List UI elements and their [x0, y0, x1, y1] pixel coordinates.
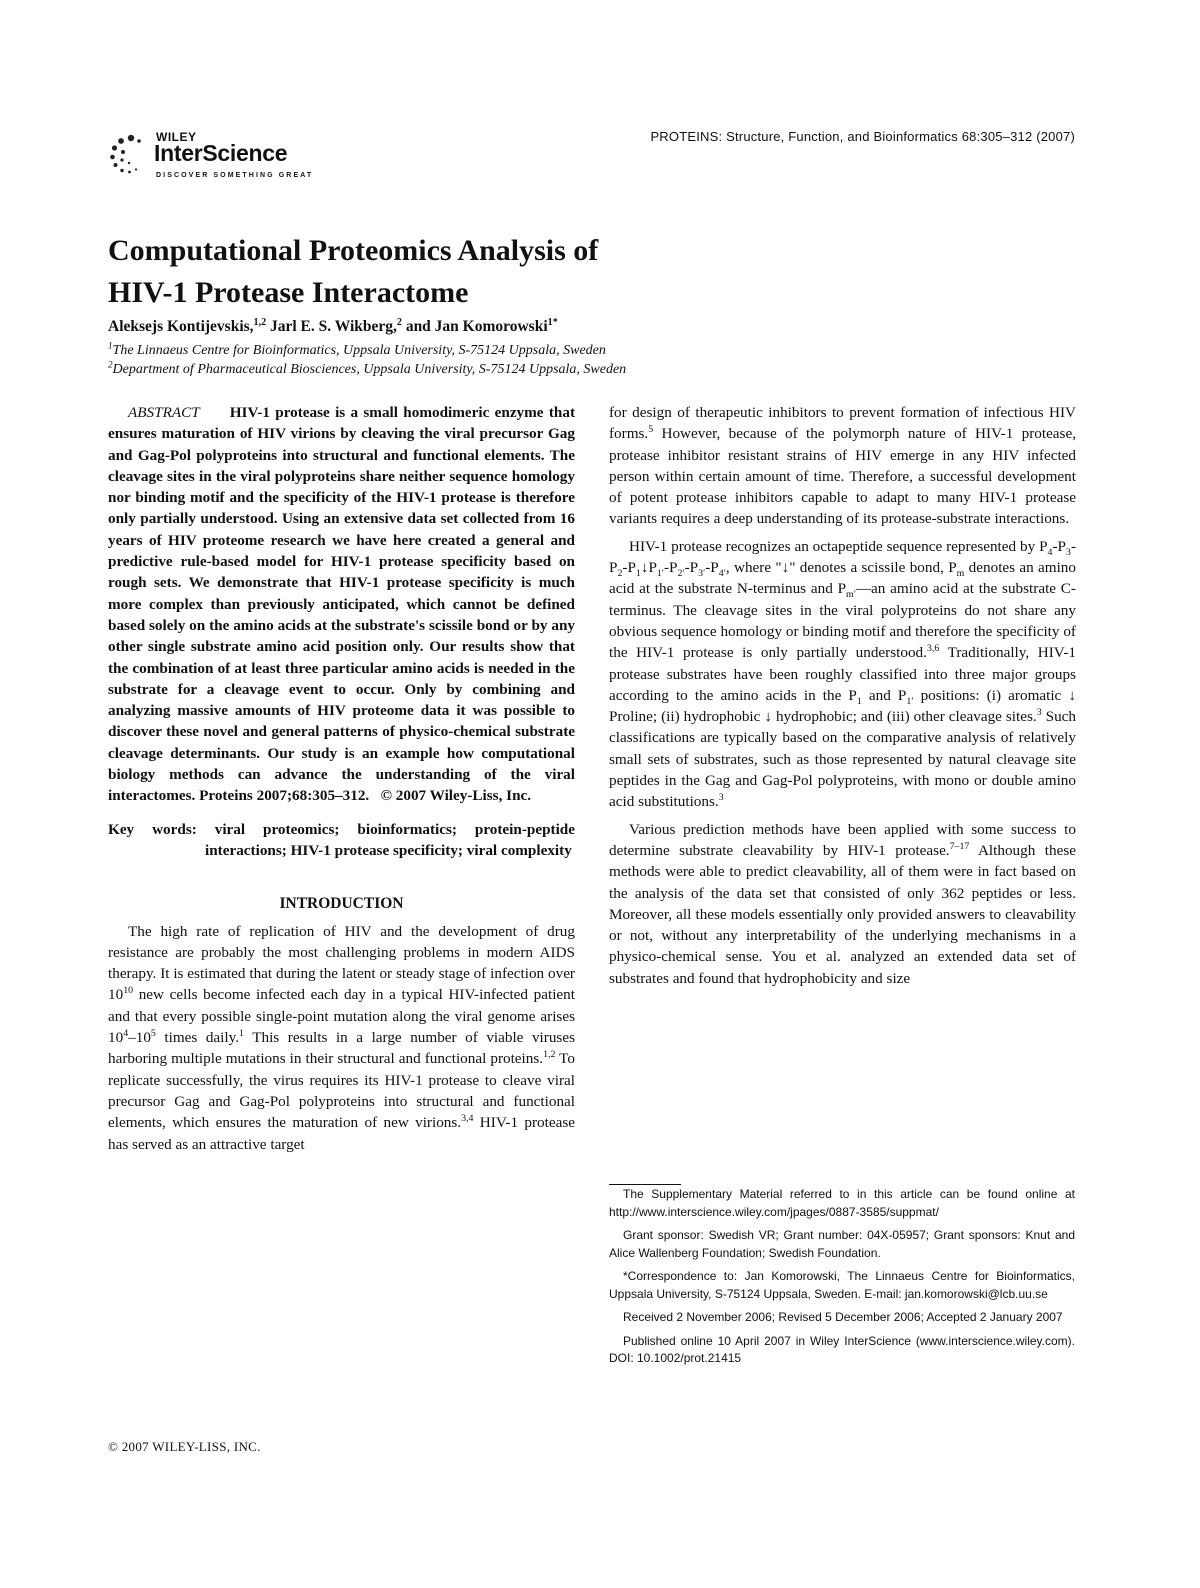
- body-text: , where "↓" denotes a scissile bond, P: [725, 559, 957, 577]
- journal-reference: PROTEINS: Structure, Function, and Bioinformatics 68:305–312 (2007): [650, 129, 1075, 144]
- superscript: 5: [150, 1027, 156, 1039]
- footnote-supplementary: The Supplementary Material referred to in this article can be found online at http://www.interscience.wiley.com/jpages/0887-3585/suppmat/: [609, 1187, 1075, 1219]
- citation: 3,4: [461, 1113, 474, 1125]
- abstract-label: ABSTRACT: [128, 404, 200, 421]
- body-text: However, because of the polymorph nature of HIV-1 protease, protease inhibitor resistant strains of HIV emerge in any HIV infected person within certain amount of time. Therefore, a successful development of potent protease inhibitors capable to adapt to many HIV-1 protease variants requires a deep understanding of its protease-substrate interactions.: [609, 425, 1076, 528]
- abstract-copyright: © 2007 Wiley-Liss, Inc.: [380, 787, 532, 805]
- author-3-affil: 1*: [547, 316, 558, 328]
- affiliation-2-text: Department of Pharmaceutical Biosciences, Uppsala University, S-75124 Uppsala, Sweden: [112, 362, 627, 377]
- affiliation-1-num: 1: [108, 340, 113, 351]
- footnote-rule: [609, 1184, 681, 1185]
- subscript: 1′: [656, 568, 664, 580]
- body-text: -P: [1052, 537, 1066, 555]
- subscript: 4′: [718, 568, 726, 580]
- citation: 1,2: [543, 1049, 556, 1061]
- abstract: [108, 402, 575, 807]
- body-text: -P: [684, 559, 699, 577]
- affiliation-2: [108, 359, 627, 378]
- affiliation-1-text: The Linnaeus Centre for Bioinformatics, Uppsala University, S-75124 Uppsala, Sweden: [112, 343, 606, 358]
- logo-tagline: DISCOVER SOMETHING GREAT: [156, 172, 314, 179]
- body-text: HIV-1 protease recognizes an octapeptide sequence represented by P: [629, 537, 1048, 555]
- abstract-text: HIV-1 protease is a small homodimeric enzyme that ensures maturation of HIV virions by cleaving the viral precursor Gag and Gag-Pol polyproteins into structural and functional elements. The cleavage sites in the viral polyproteins share neither sequence homology nor binding motif and the specificity of the HIV-1 protease is therefore only partially understood. Using an extensive data set collected from 16 years of HIV proteome research we have here created a general and predictive rule-based model for HIV-1 protease specificity based on rough sets. We demonstrate that HIV-1 protease specificity is much more complex than previously anticipated, which cannot be defined based solely on the amino acids at the substrate's scissile bond or by any other single substrate amino acid position only. Our results show that the combination of at least three particular amino acids is needed in the substrate for a cleavage event to occur. Only by combining and analyzing massive amounts of HIV proteome data it was possible to discover these novel and general patterns of physico-chemical substrate cleavage determinants. Our study is an example how computational biology methods can advance the understanding of the viral interactomes. Proteins 2007;68:305–312.: [108, 404, 575, 805]
- body-text: —an amino acid at the substrate C-terminus. The cleavage sites in the viral polyproteins do not share any obvious sequence homology or binding motif and therefore the specificity of the HIV-1 protease is only partially understood.: [609, 580, 1076, 662]
- body-text: Although these methods were able to predict cleavability, all of them were in fact based on the analysis of the data set that consisted of only 362 peptides or less. Moreover, all these models essentially only provided answers to cleavability or not, without any interpretability of the underlying mechanisms in a physico-chemical sense. You et al. analyzed an extended data set of substrates and found that hydrophobicity and size: [609, 841, 1076, 987]
- subscript: 1′: [906, 695, 914, 707]
- subscript: 2: [617, 568, 623, 580]
- body-text: -P: [705, 559, 719, 577]
- body-text: positions: (i) aromatic ↓ Proline; (ii) hydrophobic ↓ hydrophobic; and (iii) other cleavage sites.: [609, 686, 1076, 726]
- intro-text: –10: [128, 1029, 151, 1047]
- footnote-correspondence: *Correspondence to: Jan Komorowski, The Linnaeus Centre for Bioinformatics, Uppsala University, S-75124 Uppsala, Sweden. E-mail: jan.komorowski@lcb.uu.se: [609, 1269, 1075, 1301]
- footnote-grant: Grant sponsor: Swedish VR; Grant number: 04X-05957; Grant sponsors: Knut and Alice Wallenberg Foundation; Swedish Foundation.: [609, 1228, 1075, 1260]
- right-column: [609, 402, 1076, 989]
- intro-text: To replicate successfully, the virus requires its HIV-1 protease to cleave viral precursor Gag and Gag-Pol polyproteins into structural and functional elements, which ensures the maturation of new virions.: [108, 1050, 575, 1132]
- title-line-1: Computational Proteomics Analysis of: [108, 234, 599, 267]
- title-line-2: HIV-1 Protease Interactome: [108, 276, 469, 309]
- right-paragraph-2: [609, 536, 1076, 813]
- footnote-received: Received 2 November 2006; Revised 5 December 2006; Accepted 2 January 2007: [623, 1310, 1063, 1324]
- subscript: 3: [1066, 546, 1071, 558]
- body-text: ↓P: [640, 559, 657, 577]
- subscript: 1: [856, 695, 862, 707]
- swirl-icon: [108, 132, 154, 178]
- article-title: [108, 230, 928, 314]
- wiley-interscience-logo: [108, 128, 318, 184]
- citation: 3,6: [926, 643, 940, 655]
- citation: 1: [239, 1027, 244, 1039]
- affiliation-1: [108, 340, 606, 359]
- author-2-affil: 2: [396, 316, 402, 328]
- left-column: [108, 402, 575, 1155]
- keywords-label: Key words:: [108, 820, 197, 838]
- citation: 7–17: [949, 840, 970, 852]
- citation: 3: [1036, 707, 1042, 719]
- footnotes: [609, 1186, 1075, 1374]
- superscript: 4: [123, 1027, 129, 1039]
- intro-text: HIV-1 protease has served as an attractive target: [108, 1114, 575, 1153]
- keywords: [108, 819, 575, 862]
- page-copyright: © 2007 WILEY-LISS, INC.: [108, 1439, 261, 1454]
- citation: 3: [718, 792, 724, 804]
- body-text: for design of therapeutic inhibitors to prevent formation of infectious HIV forms.: [609, 404, 1076, 443]
- subscript: m′: [846, 589, 856, 601]
- keywords-text: viral proteomics; bioinformatics; protein-peptide interactions; HIV-1 protease specificity; viral complexity: [205, 820, 575, 859]
- logo-wiley-text: WILEY: [156, 130, 197, 144]
- subscript: 1: [635, 568, 641, 580]
- superscript: 10: [123, 985, 134, 997]
- author-3: and Jan Komorowski: [401, 318, 548, 335]
- body-text: Such classifications are typically based on the comparative analysis of relatively small sets of substrates, such as those represented by natural cleavage site peptides in the Gag and Gag-Pol polyproteins, with mono or double amino acid substitutions.: [609, 708, 1077, 811]
- body-text: and P: [861, 686, 907, 704]
- logo-interscience-text: InterScience: [154, 140, 288, 166]
- intro-text: The high rate of replication of HIV and the development of drug resistance are probably the most challenging problems in modern AIDS therapy. It is estimated that during the latent or steady stage of infection over 10: [108, 922, 575, 1004]
- author-2: Jarl E. S. Wikberg,: [266, 318, 397, 335]
- intro-text: new cells become infected each day in a typical HIV-infected patient and that every possible single-point mutation along the viral genome arises 10: [108, 986, 575, 1047]
- author-1: Aleksejs Kontijevskis,: [108, 318, 254, 335]
- body-text: Traditionally, HIV-1 protease substrates have been roughly classified into three major groups according to the amino acids in the P: [609, 644, 1076, 704]
- subscript: m: [956, 568, 965, 580]
- subscript: 4: [1047, 546, 1053, 558]
- subscript: 3′: [698, 568, 706, 580]
- right-paragraph-3: [609, 819, 1076, 989]
- body-text: -P: [664, 559, 678, 577]
- body-text: -P: [609, 537, 1076, 577]
- body-text: -P: [622, 559, 636, 577]
- right-paragraph-1: [609, 402, 1076, 530]
- subscript: 2′: [677, 568, 685, 580]
- intro-paragraph-1: [108, 921, 575, 1155]
- author-1-affil: 1,2: [253, 316, 267, 328]
- author-list: [108, 318, 558, 336]
- intro-text: This results in a large number of viable viruses harboring multiple mutations in their structural and functional proteins.: [108, 1029, 575, 1068]
- body-text: denotes an amino acid at the substrate N-terminus and P: [609, 559, 1076, 598]
- citation: 5: [648, 424, 654, 436]
- affiliation-2-num: 2: [108, 359, 113, 370]
- footnote-published: Published online 10 April 2007 in Wiley InterScience (www.interscience.wiley.com). DOI: 10.1002/prot.21415: [609, 1333, 1075, 1365]
- intro-text: times daily.: [155, 1029, 240, 1047]
- section-heading-introduction: INTRODUCTION: [279, 895, 404, 913]
- body-text: Various prediction methods have been applied with some success to determine substrate cleavability by HIV-1 protease.: [609, 820, 1076, 859]
